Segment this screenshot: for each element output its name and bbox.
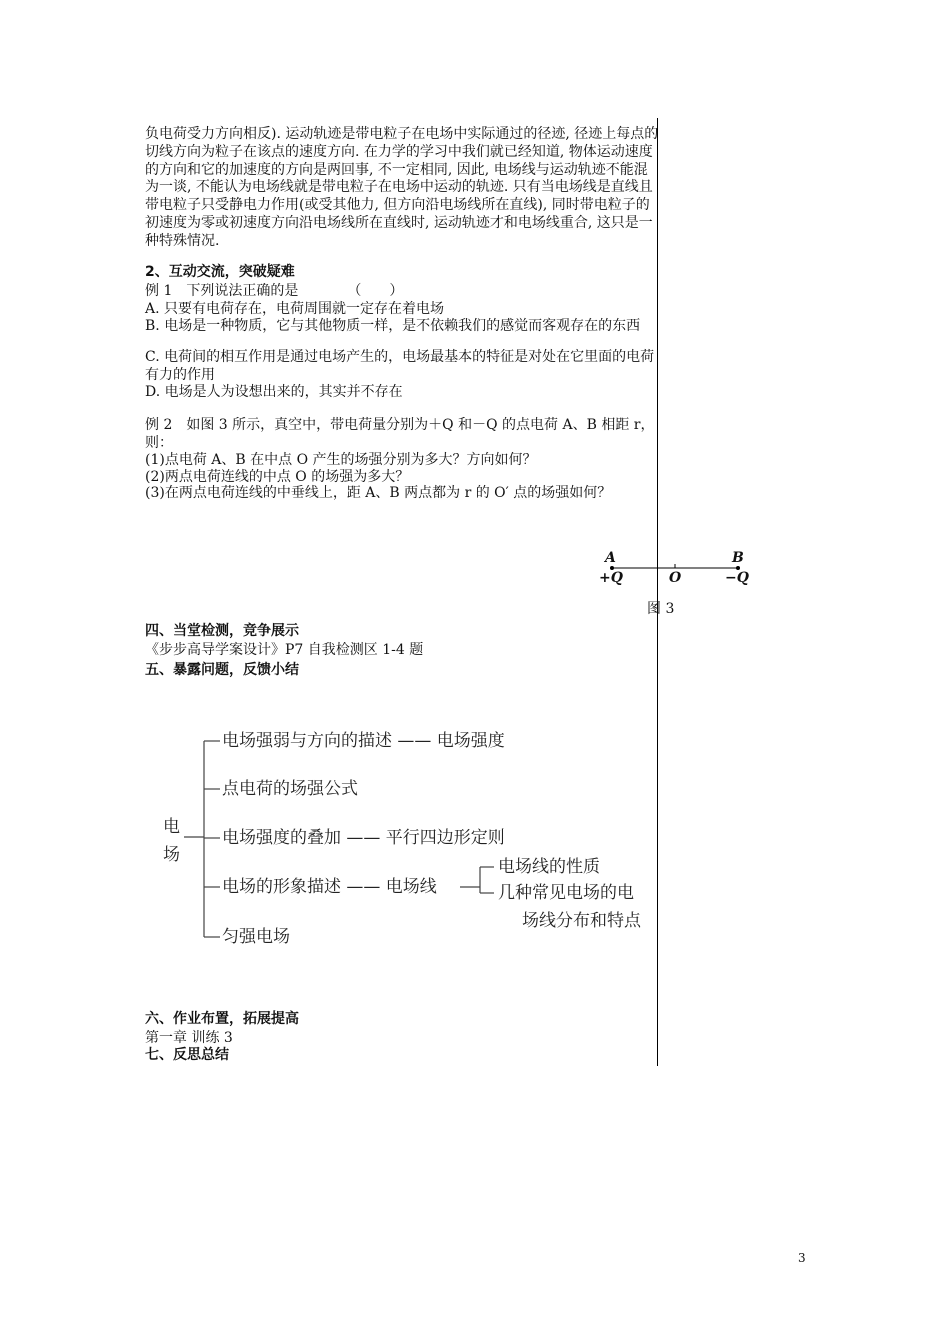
example1-option-a: A. 只要有电荷存在，电荷周围就一定存在着电场 bbox=[145, 301, 445, 317]
mindmap-sub-2a: 几种常见电场的电 bbox=[498, 883, 634, 903]
intro-paragraph: 负电荷受力方向相反). 运动轨迹是带电粒子在电场中实际通过的径迹, 径迹上每点的切线方向为粒子在该点的速度方向. 在力学的学习中我们就已经知道, 物体运动速度的方向和它的加速度的方向是两回事, 不一定相同, 因此, 电场线与运动轨迹不能混为一谈, 不能认为电场线就是带电粒子在电场中运动的轨迹. 只有当电场线是直线且带电粒子只受静电力作用(或受其他力, 但方向沿电场线所在直线), 同时带电粒子的初速度为零或初速度方向沿电场线所在直线时, 运动轨迹才和电场线重合, 这只是一种特殊情况. bbox=[145, 126, 659, 249]
mindmap-sub-1: 电场线的性质 bbox=[498, 857, 600, 877]
mindmap-item-1: 电场强弱与方向的描述 —— 电场强度 bbox=[222, 731, 505, 751]
charge-a: +Q bbox=[599, 570, 623, 586]
section7-title: 七、反思总结 bbox=[145, 1047, 229, 1063]
mindmap-sub-2b: 场线分布和特点 bbox=[522, 911, 641, 931]
section6-text: 第一章 训练 3 bbox=[145, 1030, 233, 1046]
label-b: B bbox=[732, 550, 744, 566]
example1-option-c: C. 电荷间的相互作用是通过电场产生的，电场最基本的特征是对处在它里面的电荷有力的作用 bbox=[145, 349, 655, 383]
section4-text: 《步步高导学案设计》P7 自我检测区 1-4 题 bbox=[145, 642, 424, 658]
mindmap-item-5: 匀强电场 bbox=[222, 927, 290, 947]
mindmap-item-3: 电场强度的叠加 —— 平行四边形定则 bbox=[222, 828, 505, 848]
example2-stem: 例 2 如图 3 所示，真空中，带电荷量分别为＋Q 和－Q 的点电荷 A、B 相距 r，则： bbox=[145, 417, 655, 451]
section2-title: 2、互动交流，突破疑难 bbox=[145, 264, 295, 280]
figure-3 bbox=[595, 548, 755, 618]
section4-title: 四、当堂检测，竞争展示 bbox=[145, 623, 299, 639]
mindmap-diagram bbox=[160, 715, 670, 965]
mindmap-item-4: 电场的形象描述 —— 电场线 bbox=[222, 877, 437, 897]
example2-question-3: (3)在两点电荷连线的中垂线上，距 A、B 两点都为 r 的 O′ 点的场强如何？ bbox=[145, 485, 612, 501]
example1-stem: 例 1 下列说法正确的是 （ ） bbox=[145, 283, 404, 299]
charge-b: −Q bbox=[725, 570, 749, 586]
example2-question-2: (2)两点电荷连线的中点 O 的场强为多大？ bbox=[145, 469, 410, 485]
example2-question-1: (1)点电荷 A、B 在中点 O 产生的场强分别为多大？方向如何？ bbox=[145, 452, 537, 468]
example1-option-b: B. 电场是一种物质，它与其他物质一样，是不依赖我们的感觉而客观存在的东西 bbox=[145, 318, 641, 334]
mindmap-item-2: 点电荷的场强公式 bbox=[222, 779, 358, 799]
page-number: 3 bbox=[798, 1251, 806, 1265]
example1-option-d: D. 电场是人为设想出来的，其实并不存在 bbox=[145, 384, 403, 400]
section6-title: 六、作业布置，拓展提高 bbox=[145, 1011, 299, 1027]
section5-title: 五、暴露问题，反馈小结 bbox=[145, 662, 299, 678]
figure-3-caption: 图 3 bbox=[647, 601, 675, 617]
mindmap-root-1: 电 bbox=[163, 817, 180, 837]
mindmap-root-2: 场 bbox=[163, 845, 180, 865]
label-o: O bbox=[669, 570, 682, 586]
label-a: A bbox=[605, 550, 616, 566]
